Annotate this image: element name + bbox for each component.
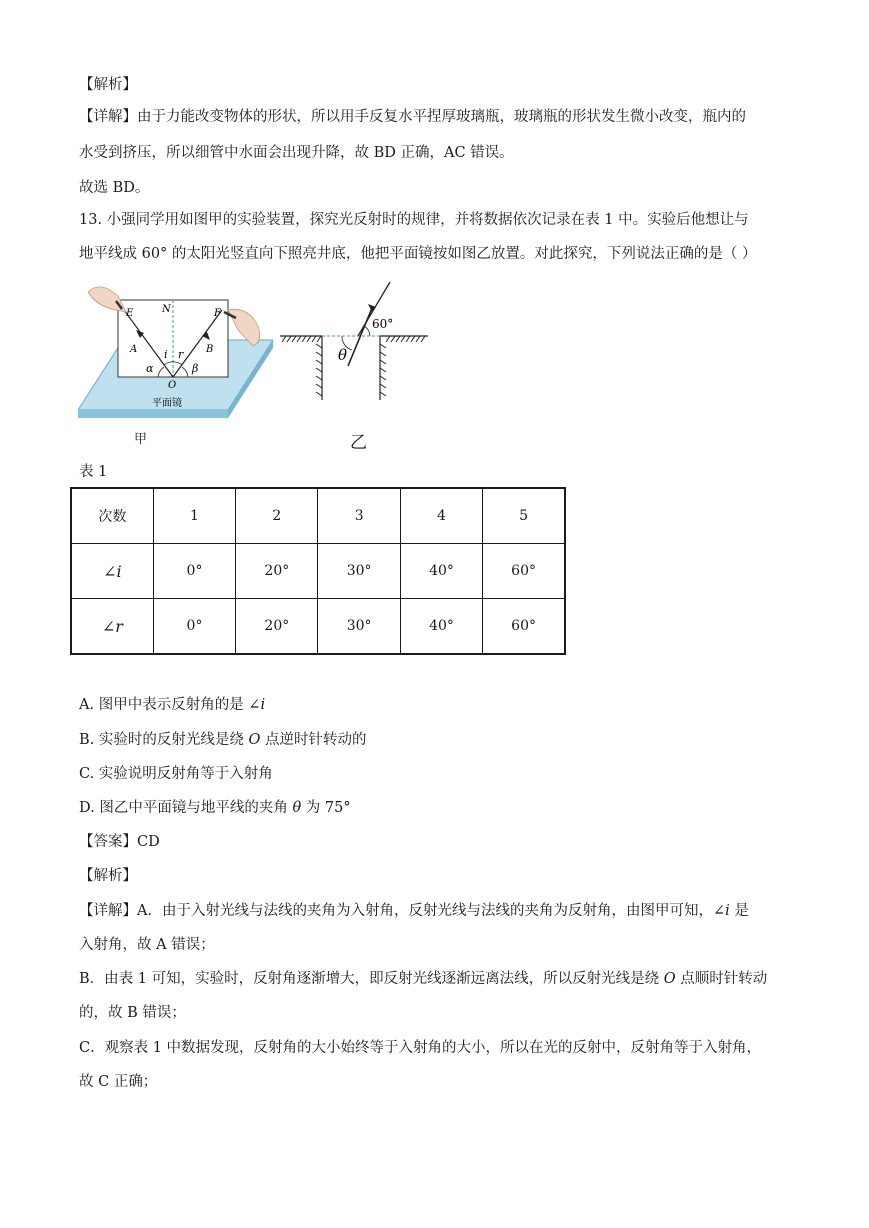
label-O: O: [168, 380, 177, 391]
label-i: i: [164, 348, 168, 361]
data-table: [70, 487, 566, 655]
conclusion-line: 故选 BD。: [79, 180, 150, 196]
detail-line-1: 【详解】由于力能改变物体的形状，所以用手反复水平捏厚玻璃瓶，玻璃瓶的形状发生微小改变，瓶内的: [79, 109, 746, 125]
option-b-var: O: [248, 732, 261, 748]
option-c: C. 实验说明反射角等于入射角: [79, 766, 273, 782]
label-mirror: 平面镜: [152, 398, 182, 409]
detail-2-line-3-text: B．由表 1 可知，实验时，反射角逐渐增大，即反射光线逐渐远离法线，所以反射光线是绕: [79, 971, 664, 987]
label-beta: β: [192, 362, 199, 375]
table-cell: 0°: [153, 599, 235, 655]
table-cell: 3: [318, 488, 400, 544]
detail-2-line-3-var: O: [663, 971, 676, 987]
figure-b-well: [276, 278, 436, 448]
table-cell: 40°: [400, 599, 482, 655]
figure-b-caption: 乙: [350, 433, 367, 453]
table-title: 表 1: [79, 464, 108, 480]
table-cell: ∠i: [71, 544, 153, 599]
detail-2-line-1: [79, 901, 749, 921]
detail-line-2: 水受到挤压，所以细管中水面会出现升降，故 BD 正确，AC 错误。: [79, 145, 514, 161]
table-cell: 30°: [318, 544, 400, 599]
table-cell: 5: [483, 488, 565, 544]
analysis-heading: 【解析】: [79, 77, 137, 93]
option-a-text: A. 图甲中表示反射角的是 ∠: [79, 697, 261, 713]
figure-a-caption: 甲: [134, 432, 148, 447]
table-cell: 30°: [318, 599, 400, 655]
table-cell: 60°: [483, 599, 565, 655]
label-alpha: α: [146, 362, 154, 375]
detail-2-line-2: 入射角，故 A 错误；: [79, 937, 215, 953]
table-cell: 20°: [236, 599, 318, 655]
option-d-text: D. 图乙中平面镜与地平线的夹角: [79, 800, 293, 816]
analysis-heading-2: 【解析】: [79, 868, 137, 884]
detail-2-line-4: 的，故 B 错误；: [79, 1005, 186, 1021]
detail-2-line-6: 故 C 正确；: [79, 1074, 158, 1090]
table-cell: 0°: [153, 544, 235, 599]
detail-2-line-3: [79, 969, 767, 989]
table-cell: 1: [153, 488, 235, 544]
option-d-text-end: 为 75°: [301, 800, 351, 816]
label-A: A: [130, 344, 138, 355]
detail-2-line-5: C．观察表 1 中数据发现，反射角的大小始终等于入射角的大小，所以在光的反射中，反射角等于入射角，: [79, 1040, 762, 1056]
label-B: B: [206, 344, 214, 355]
label-F: F: [214, 308, 221, 319]
theta-label: θ: [338, 346, 348, 364]
detail-2-line-1-var: i: [725, 903, 730, 919]
table-row: [71, 599, 565, 655]
table-cell: 40°: [400, 544, 482, 599]
option-d: [79, 798, 351, 818]
table-cell: 次数: [71, 488, 153, 544]
label-r: r: [178, 348, 184, 361]
question-13-line-1: 13. 小强同学用如图甲的实验装置，探究光反射时的规律，并将数据依次记录在表 1 中。实验后他想让与: [79, 212, 749, 228]
detail-2-line-3-end: 点顺时针转动: [675, 971, 768, 987]
answer-line: 【答案】CD: [79, 834, 160, 850]
table-cell: 2: [236, 488, 318, 544]
option-a: [79, 695, 265, 715]
detail-2-line-1-end: 是: [729, 903, 749, 919]
table-row: [71, 488, 565, 544]
table-row: [71, 544, 565, 599]
option-d-var: θ: [292, 800, 302, 816]
label-E: E: [126, 308, 134, 319]
angle-60-label: 60°: [372, 317, 394, 331]
table-cell: 60°: [483, 544, 565, 599]
question-13-line-2: 地平线成 60° 的太阳光竖直向下照亮井底，他把平面镜按如图乙放置。对此探究，下列说法正确的是（ ）: [79, 246, 757, 262]
table-cell: 4: [400, 488, 482, 544]
option-b: [79, 730, 366, 750]
option-a-var: i: [260, 697, 266, 713]
label-N: N: [162, 304, 171, 315]
table-cell: ∠r: [71, 599, 153, 655]
option-b-text-end: 点逆时针转动的: [260, 732, 367, 748]
detail-2-line-1-text: 【详解】A．由于入射光线与法线的夹角为入射角，反射光线与法线的夹角为反射角，由图甲可知，∠: [79, 903, 726, 919]
table-cell: 20°: [236, 544, 318, 599]
figure-a-apparatus: [78, 280, 273, 445]
option-b-text: B. 实验时的反射光线是绕: [79, 732, 249, 748]
